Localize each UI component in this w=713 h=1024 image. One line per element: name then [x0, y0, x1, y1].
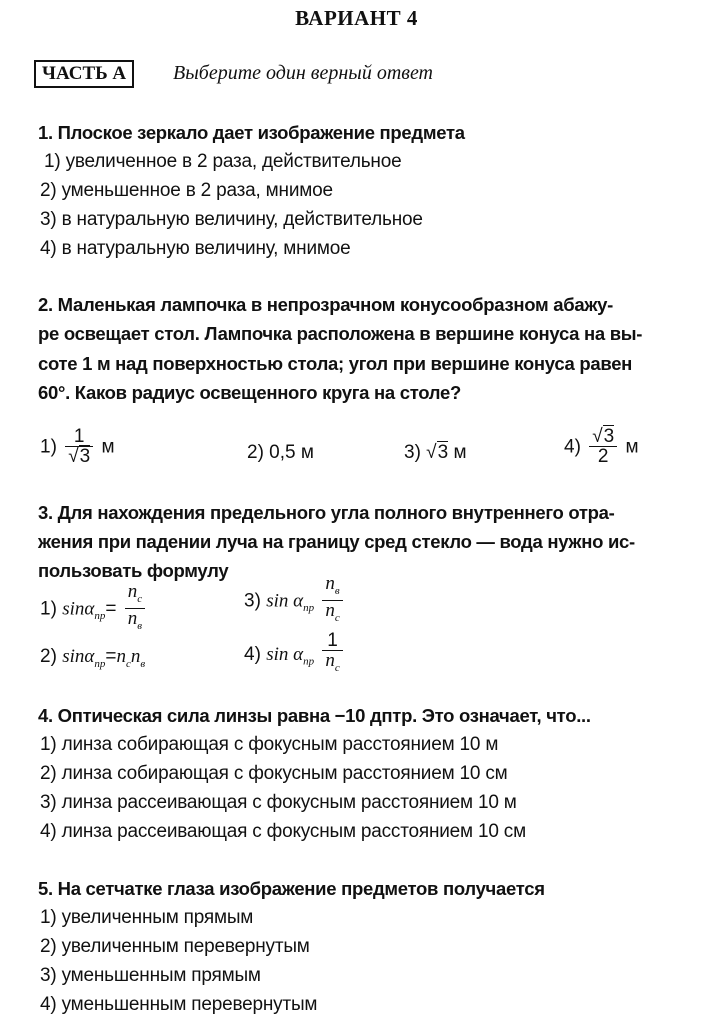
q2-option-1-numerator: 1 — [73, 426, 85, 447]
q5-option-4: 4) уменьшенным перевернутым — [40, 994, 318, 1015]
q2-option-2: 2) 0,5 м — [247, 442, 314, 463]
q2-line-4: 60°. Каков радиус освещенного круга на столе? — [38, 382, 461, 403]
q3-option-3-fraction — [322, 575, 342, 628]
q4-option-1: 1) линза собирающая с фокусным расстоянием 10 м — [40, 734, 499, 755]
q2-option-3-prefix: 3) — [404, 442, 421, 463]
q1-option-1: 1) увеличенное в 2 раза, действительное — [44, 151, 402, 172]
q2-option-4-radicand: 3 — [603, 426, 615, 447]
q3-option-4-fraction — [322, 632, 342, 678]
q3-option-2-term-a: $n_c$ — [116, 646, 131, 670]
question-4-title: 4. Оптическая сила линзы равна −10 дптр. Это означает, что... — [38, 705, 591, 726]
question-5-title: 5. На сетчатке глаза изображение предметов получается — [38, 878, 545, 899]
q2-option-1 — [40, 428, 115, 467]
q3-option-4-function: sin α — [266, 643, 304, 665]
part-label: ЧАСТЬ А — [34, 60, 134, 88]
q3-option-4-denominator: $n_c$ — [322, 650, 342, 678]
q2-option-4-prefix: 4) — [564, 436, 581, 458]
q2-option-4-denominator: 2 — [589, 446, 617, 467]
q2-option-1-unit: м — [101, 436, 115, 458]
q2-option-4 — [564, 428, 639, 467]
q3-line-2: жения при падении луча на границу сред стекло — вода нужно ис- — [38, 531, 635, 552]
q2-line-2: ре освещает стол. Лампочка расположена в вершине конуса на вы- — [38, 323, 643, 344]
q3-line-3: пользовать формулу — [38, 560, 229, 581]
question-1-title: 1. Плоское зеркало дает изображение предмета — [38, 122, 465, 143]
q2-option-3-unit: м — [453, 442, 467, 463]
q2-option-3: 3) √3 м — [404, 442, 467, 463]
q2-option-1-denominator: √3 — [65, 446, 93, 467]
q5-option-2: 2) увеличенным перевернутым — [40, 936, 310, 957]
q2-option-3-radicand: 3 — [437, 442, 449, 463]
q3-line-1: 3. Для нахождения предельного угла полного внутреннего отра- — [38, 502, 615, 523]
q3-option-2-subscript: пр — [94, 657, 106, 670]
q3-option-2-prefix: 2) — [40, 646, 57, 667]
instruction-text: Выберите один верный ответ — [173, 62, 433, 84]
q4-option-4: 4) линза рассеивающая с фокусным расстоянием 10 см — [40, 821, 526, 842]
q3-option-2 — [40, 646, 145, 670]
q3-option-2-function: sinα — [62, 646, 95, 667]
q3-option-1 — [40, 583, 148, 636]
q2-option-4-fraction — [589, 428, 617, 467]
q3-option-1-numerator: $n_c$ — [127, 581, 143, 605]
q5-option-1: 1) увеличенным прямым — [40, 907, 254, 928]
q2-option-4-unit: м — [625, 436, 639, 458]
q3-option-4-subscript: пр — [303, 655, 315, 668]
q2-option-1-radicand: 3 — [79, 446, 91, 467]
q1-option-4: 4) в натуральную величину, мнимое — [40, 238, 351, 259]
q3-option-3-prefix: 3) — [244, 590, 261, 612]
q3-option-1-denominator: $n_в$ — [125, 608, 145, 636]
q3-option-1-function: sinα — [62, 598, 95, 620]
q2-option-1-prefix: 1) — [40, 436, 57, 458]
q1-option-2: 2) уменьшенное в 2 раза, мнимое — [40, 180, 333, 201]
q3-option-3-subscript: пр — [303, 602, 315, 615]
q4-option-2: 2) линза собирающая с фокусным расстоянием 10 см — [40, 763, 508, 784]
q3-option-4-numerator: 1 — [327, 630, 338, 651]
q3-option-3-denominator: $n_c$ — [322, 600, 342, 628]
q3-option-3-function: sin α — [266, 590, 304, 612]
q3-option-4-prefix: 4) — [244, 643, 261, 665]
q2-line-1: 2. Маленькая лампочка в непрозрачном конусообразном абажу- — [38, 294, 613, 315]
q3-option-3-numerator: $n_в$ — [325, 573, 340, 597]
q3-option-2-equals: = — [105, 646, 117, 667]
q4-option-3: 3) линза рассеивающая с фокусным расстоянием 10 м — [40, 792, 517, 813]
q3-option-1-subscript: пр — [94, 610, 106, 623]
q3-option-1-fraction — [125, 583, 145, 636]
q3-option-4 — [244, 632, 346, 678]
q2-option-4-numerator: √3 — [592, 426, 615, 447]
q1-option-3: 3) в натуральную величину, действительное — [40, 209, 423, 230]
q3-option-1-equals: = — [105, 598, 117, 620]
q2-option-1-fraction — [65, 428, 93, 467]
q5-option-3: 3) уменьшенным прямым — [40, 965, 261, 986]
q3-option-1-prefix: 1) — [40, 598, 57, 620]
q2-line-3: соте 1 м над поверхностью стола; угол при вершине конуса равен — [38, 353, 633, 374]
q3-option-3 — [244, 575, 346, 628]
q3-option-2-term-b: $n_в$ — [130, 646, 146, 670]
variant-title: ВАРИАНТ 4 — [295, 6, 418, 30]
